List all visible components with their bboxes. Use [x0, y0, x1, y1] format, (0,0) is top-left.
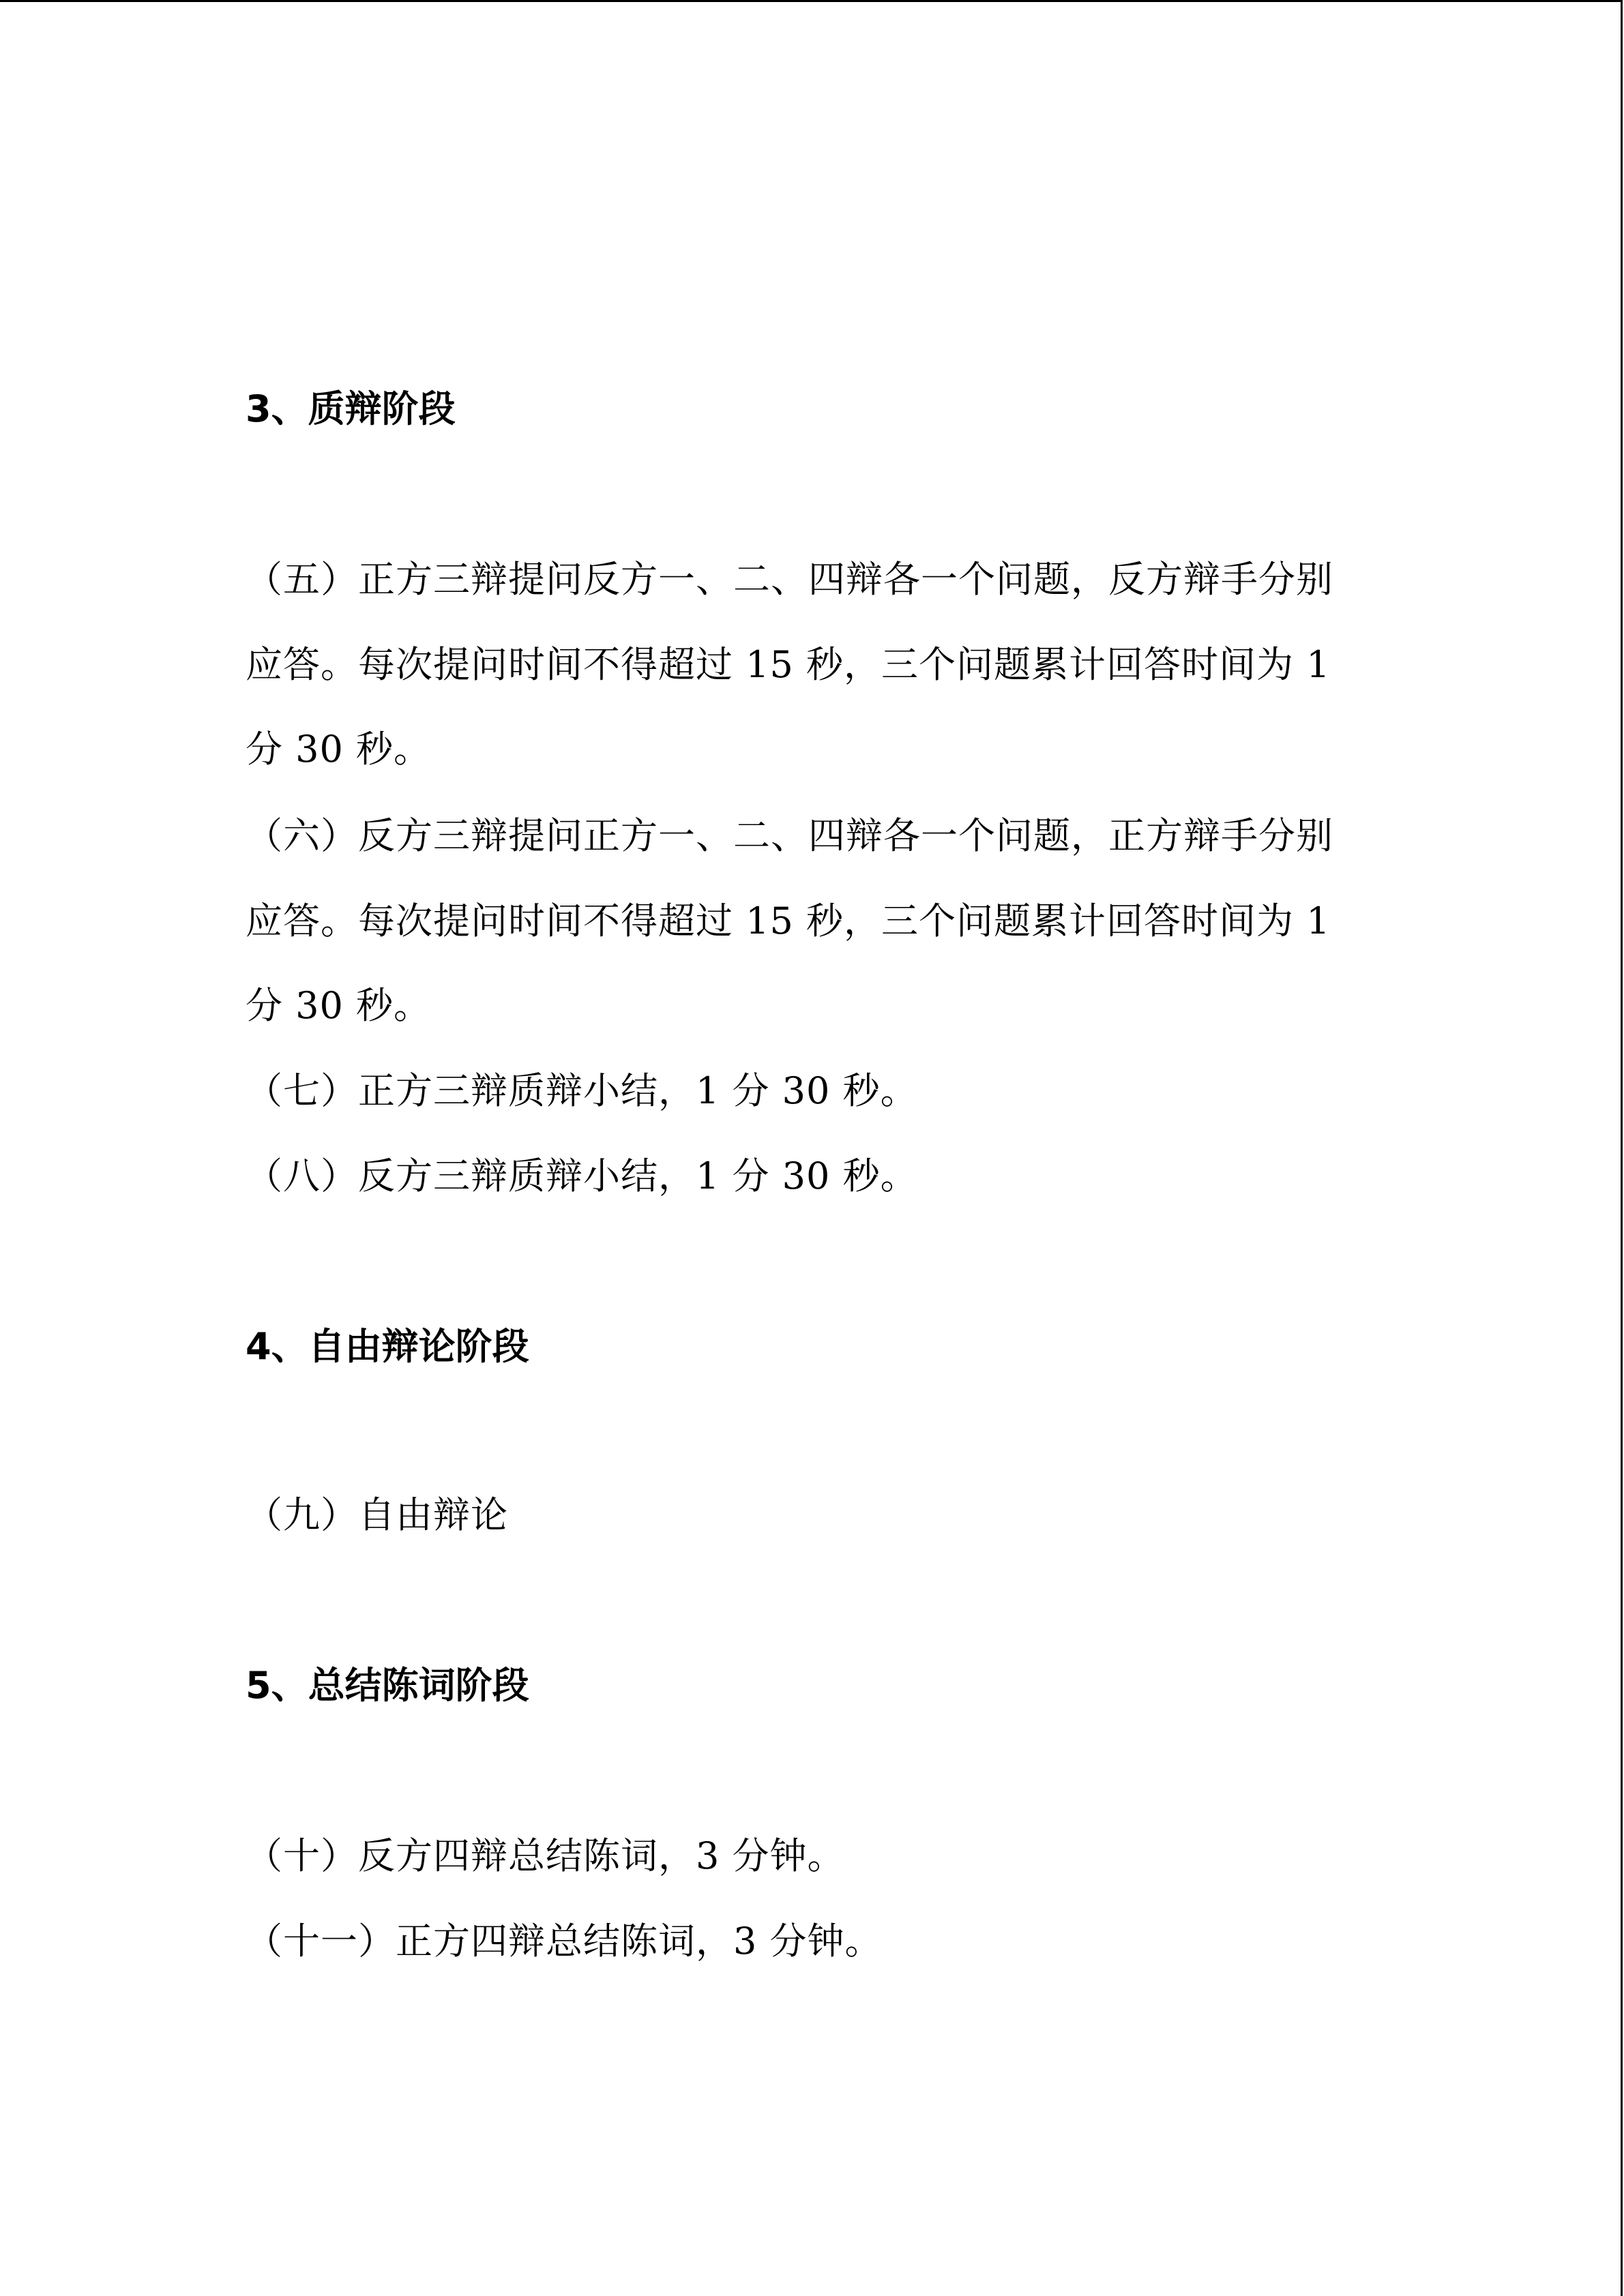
- section-heading-closing: 5、总结陈词阶段: [246, 1664, 529, 1707]
- section-heading-free-debate: 4、自由辩论阶段: [246, 1325, 529, 1368]
- paragraph-item-8: （八）反方三辩质辩小结，1 分 30 秒。: [246, 1154, 918, 1197]
- paragraph-item-11: （十一）正方四辩总结陈词，3 分钟。: [246, 1920, 883, 1963]
- paragraph-item-6: （六）反方三辩提问正方一、二、四辩各一个问题，正方辩手分别应答。每次提问时间不得超过 15 秒，三个问题累计回答时间为 1 分 30 秒。: [246, 814, 1333, 1027]
- paragraph-item-10: （十）反方四辩总结陈词，3 分钟。: [246, 1834, 845, 1877]
- paragraph-item-5: （五）正方三辩提问反方一、二、四辩各一个问题，反方辩手分别应答。每次提问时间不得超过 15 秒，三个问题累计回答时间为 1 分 30 秒。: [246, 558, 1333, 771]
- paragraph-item-9: （九）自由辩论: [246, 1493, 508, 1536]
- paragraph-item-7: （七）正方三辩质辩小结，1 分 30 秒。: [246, 1069, 918, 1112]
- section-heading-questioning: 3、质辩阶段: [246, 387, 456, 430]
